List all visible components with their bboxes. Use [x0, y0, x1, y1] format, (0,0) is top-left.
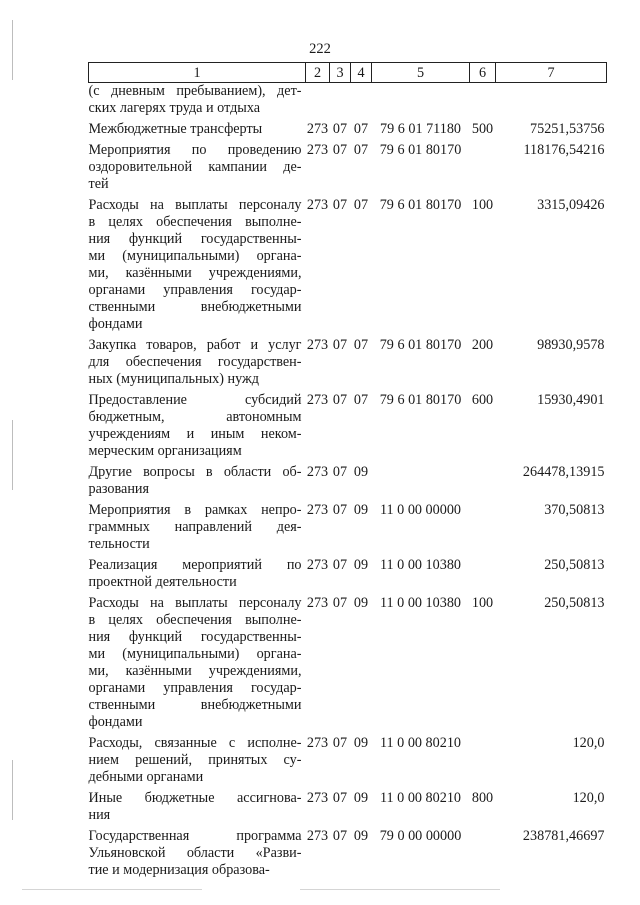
ministry-code: 273	[306, 337, 329, 353]
subsection-code: 07	[353, 337, 369, 353]
column-header-5: 5	[372, 63, 470, 83]
row-name-line: Другие вопросы в области об-	[88, 464, 302, 480]
row-name-line: ми (муниципальными) органа-	[88, 646, 302, 662]
ministry-code: 273	[306, 735, 329, 751]
expense-type-code: 100	[471, 197, 494, 213]
row-name-line: Мероприятия в рамках непро-	[88, 502, 302, 518]
subsection-code: 07	[353, 142, 369, 158]
bottom-scan-line	[22, 889, 202, 890]
amount: 15930,4901	[537, 392, 605, 408]
ministry-code: 273	[306, 828, 329, 844]
row-name	[89, 502, 306, 557]
column-header-2: 2	[306, 63, 330, 83]
row-name-line: Расходы, связанные с исполне-	[88, 735, 302, 751]
expense-type-code: 200	[471, 337, 494, 353]
section-code: 07	[332, 790, 348, 806]
row-name-line: Закупка товаров, работ и услуг	[88, 337, 302, 353]
expense-type-code	[470, 735, 496, 790]
row-name-line: ния функций государственны-	[88, 629, 302, 645]
row-name-line: органами управления государ-	[88, 680, 302, 696]
row-name	[89, 735, 306, 790]
row-name-line: ми, казёнными учреждениями,	[88, 265, 302, 281]
row-name	[89, 392, 306, 464]
column-header-1: 1	[89, 63, 306, 83]
table-row	[89, 595, 607, 735]
table-row	[89, 337, 607, 392]
row-name	[89, 595, 306, 735]
table-row	[89, 392, 607, 464]
row-name-line: Иные бюджетные ассигнова-	[88, 790, 302, 806]
section-code: 07	[332, 595, 348, 611]
row-name-line: Реализация мероприятий по	[88, 557, 302, 573]
amount: 370,50813	[544, 502, 605, 518]
section-code: 07	[332, 197, 348, 213]
subsection-code: 09	[353, 557, 369, 573]
table-row	[89, 83, 607, 122]
row-name-line: Предоставление субсидий	[88, 392, 302, 408]
subsection-code: 07	[353, 197, 369, 213]
table-row	[89, 121, 607, 142]
row-name-line: ственными внебюджетными	[88, 697, 302, 713]
table-row	[89, 828, 607, 883]
amount: 238781,46697	[522, 828, 605, 844]
row-name-line: ственными внебюджетными	[88, 299, 302, 315]
target-article-code: 79 6 01 80170	[379, 337, 462, 353]
row-name-line: разования	[88, 481, 150, 497]
row-name	[89, 142, 306, 197]
target-article-code	[372, 83, 470, 122]
row-name-line: Межбюджетные трансферты	[88, 121, 263, 137]
column-header-3: 3	[330, 63, 351, 83]
row-name-line: в целях обеспечения выполне-	[88, 612, 302, 628]
expense-type-code: 500	[471, 121, 494, 137]
ministry-code: 273	[306, 557, 329, 573]
row-name-line: Расходы на выплаты персоналу	[88, 197, 302, 213]
ministry-code: 273	[306, 502, 329, 518]
amount: 3315,09426	[537, 197, 605, 213]
table-row	[89, 502, 607, 557]
amount: 118176,54216	[523, 142, 605, 158]
table-row	[89, 197, 607, 337]
left-margin-mark	[12, 760, 13, 820]
amount: 250,50813	[544, 557, 605, 573]
row-name-line: ских лагерях труда и отдыха	[88, 100, 261, 116]
expense-type-code: 600	[471, 392, 494, 408]
row-name-line: нием решений, принятых су-	[88, 752, 302, 768]
table-row	[89, 735, 607, 790]
column-header-7: 7	[496, 63, 607, 83]
table-header-row	[89, 63, 607, 83]
amount: 120,0	[572, 735, 605, 751]
section-code: 07	[332, 142, 348, 158]
subsection-code: 09	[353, 735, 369, 751]
column-header-6: 6	[470, 63, 496, 83]
subsection-code: 09	[353, 828, 369, 844]
row-name-line: тей	[88, 176, 109, 192]
row-name-line: тельности	[88, 536, 150, 552]
row-name-line: дебными органами	[88, 769, 204, 785]
ministry-code: 273	[306, 197, 329, 213]
row-name-line: учреждениям и иным неком-	[88, 426, 302, 442]
row-name-line: бюджетным, автономным	[88, 409, 302, 425]
section-code: 07	[332, 121, 348, 137]
row-name-line: Государственная программа	[88, 828, 302, 844]
row-name-line: ми (муниципальными) органа-	[88, 248, 302, 264]
row-name-line: ния функций государственны-	[88, 231, 302, 247]
row-name-line: фондами	[88, 316, 143, 332]
row-name	[89, 464, 306, 502]
expense-type-code	[470, 464, 496, 502]
section-code: 07	[332, 337, 348, 353]
target-article-code: 79 6 01 71180	[379, 121, 462, 137]
row-name-line: тие и модернизация образова-	[88, 862, 270, 878]
table-body	[89, 83, 607, 884]
ministry-code: 273	[306, 790, 329, 806]
expense-type-code	[470, 828, 496, 883]
row-name-line: проектной деятельности	[88, 574, 237, 590]
target-article-code: 79 0 00 00000	[379, 828, 462, 844]
row-name	[89, 790, 306, 828]
ministry-code: 273	[306, 595, 329, 611]
row-name-line: мерческим организациям	[88, 443, 242, 459]
target-article-code: 11 0 00 80210	[379, 790, 462, 806]
left-margin-mark	[12, 420, 13, 490]
budget-table	[88, 62, 607, 883]
expense-type-code	[470, 83, 496, 122]
expense-type-code	[470, 557, 496, 595]
row-name-line: ми, казёнными учреждениями,	[88, 663, 302, 679]
table-row	[89, 142, 607, 197]
ministry-code: 273	[306, 392, 329, 408]
target-article-code: 11 0 00 10380	[379, 595, 462, 611]
section-code: 07	[332, 392, 348, 408]
row-name	[89, 197, 306, 337]
amount	[496, 83, 607, 122]
row-name-line: фондами	[88, 714, 143, 730]
subsection-code: 09	[353, 595, 369, 611]
row-name	[89, 557, 306, 595]
subsection-code: 09	[353, 502, 369, 518]
target-article-code: 11 0 00 80210	[379, 735, 462, 751]
target-article-code: 79 6 01 80170	[379, 197, 462, 213]
section-code: 07	[332, 828, 348, 844]
section-code: 07	[332, 735, 348, 751]
expense-type-code: 800	[471, 790, 494, 806]
row-name-line: ных (муниципальных) нужд	[88, 371, 260, 387]
amount: 264478,13915	[522, 464, 605, 480]
expense-type-code	[470, 502, 496, 557]
row-name	[89, 828, 306, 883]
row-name-line: граммных направлений дея-	[88, 519, 302, 535]
row-name-line: органами управления государ-	[88, 282, 302, 298]
row-name-line: Ульяновской области «Разви-	[88, 845, 302, 861]
row-name	[89, 83, 306, 122]
row-name-line: оздоровительной кампании де-	[88, 159, 302, 175]
ministry-code: 273	[306, 142, 329, 158]
subsection-code	[351, 83, 372, 122]
section-code: 07	[332, 502, 348, 518]
ministry-code: 273	[306, 121, 329, 137]
target-article-code: 11 0 00 00000	[379, 502, 462, 518]
row-name-line: в целях обеспечения выполне-	[88, 214, 302, 230]
table-header	[89, 63, 607, 83]
subsection-code: 09	[353, 790, 369, 806]
row-name-line: (с дневным пребыванием), дет-	[88, 83, 302, 99]
row-name-line: ния	[88, 807, 111, 823]
subsection-code: 07	[353, 121, 369, 137]
page-number: 222	[309, 41, 331, 57]
section-code: 07	[332, 464, 348, 480]
row-name	[89, 337, 306, 392]
table-row	[89, 557, 607, 595]
row-name-line: для обеспечения государствен-	[88, 354, 302, 370]
row-name-line: Расходы на выплаты персоналу	[88, 595, 302, 611]
amount: 120,0	[572, 790, 605, 806]
amount: 250,50813	[544, 595, 605, 611]
section-code: 07	[332, 557, 348, 573]
target-article-code: 11 0 00 10380	[379, 557, 462, 573]
ministry-code: 273	[306, 464, 329, 480]
expense-type-code	[470, 142, 496, 197]
row-name-line: Мероприятия по проведению	[88, 142, 302, 158]
target-article-code: 79 6 01 80170	[379, 392, 462, 408]
row-name	[89, 121, 306, 142]
target-article-code: 79 6 01 80170	[379, 142, 462, 158]
ministry-code	[306, 83, 330, 122]
amount: 75251,53756	[530, 121, 605, 137]
table-row	[89, 464, 607, 502]
bottom-scan-line	[300, 889, 500, 890]
subsection-code: 07	[353, 392, 369, 408]
section-code	[330, 83, 351, 122]
table-row	[89, 790, 607, 828]
subsection-code: 09	[353, 464, 369, 480]
column-header-4: 4	[351, 63, 372, 83]
target-article-code	[372, 464, 470, 502]
amount: 98930,9578	[537, 337, 605, 353]
expense-type-code: 100	[471, 595, 494, 611]
